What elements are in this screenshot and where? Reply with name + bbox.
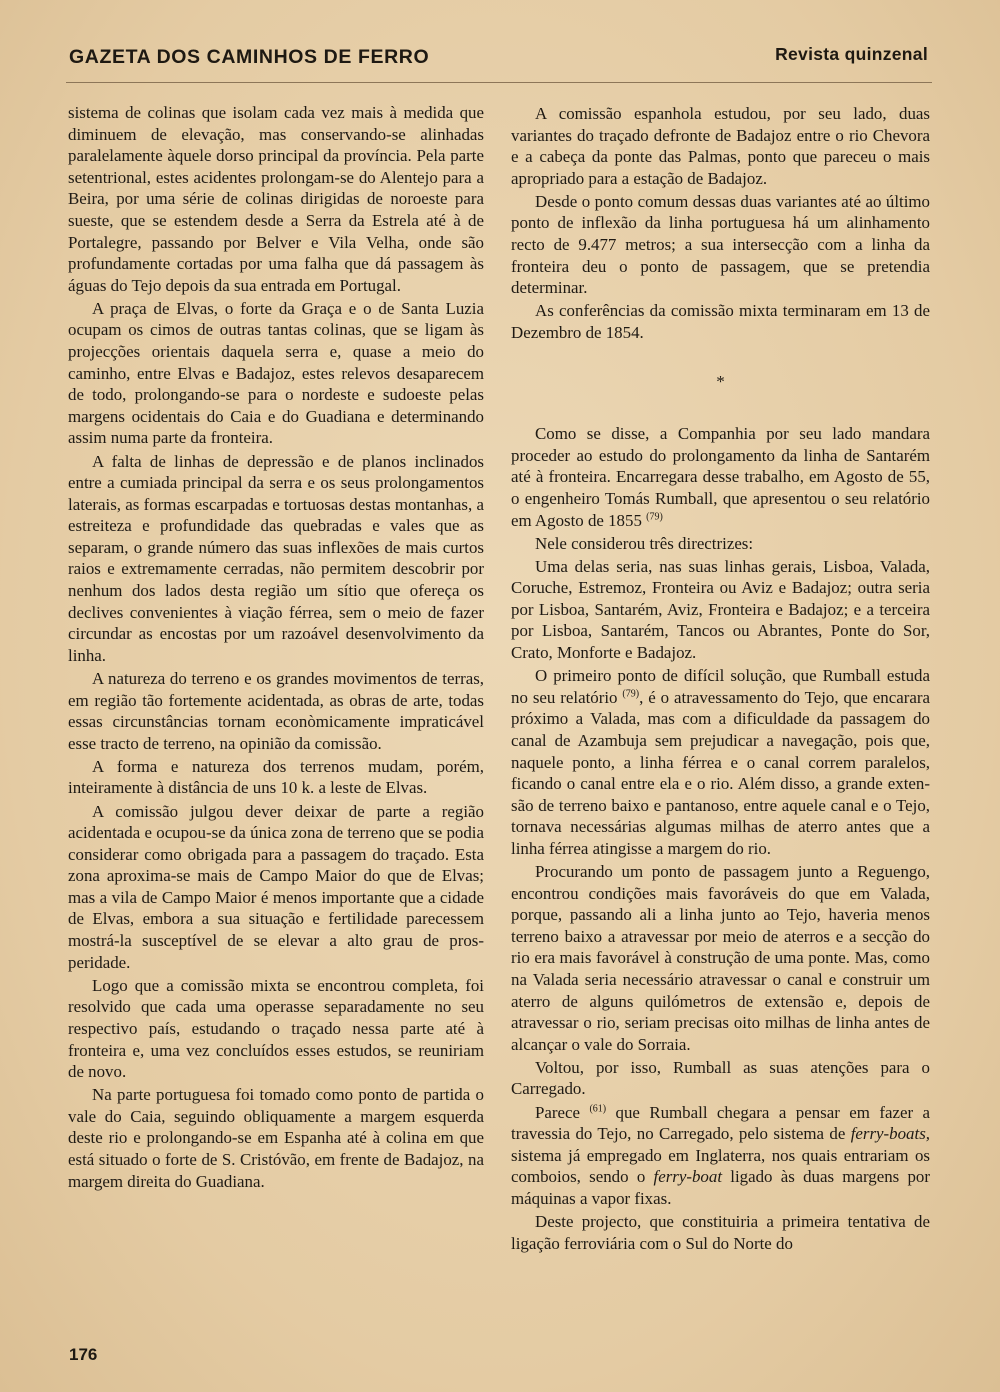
paragraph: Uma delas seria, nas suas linhas gerais, Lisboa, Valada, Coruche, Estremoz, Fronteira ou Aviz e Badajoz; outra seria por Lisboa, Santarém, Aviz, Fronteira e Badajoz; e a terceira por Lisboa, Santarém, Tancos ou Abrantes, Ponte do Sor, Crato, Monforte e Badajoz. [511, 556, 930, 663]
header-rule [66, 82, 932, 83]
paragraph: As conferências da comissão mixta terminaram em 13 de Dezembro de 1854. [511, 301, 930, 342]
paragraph-text: ligado às duas margens por máquinas a vapor fixas. [511, 1167, 930, 1208]
footnote-ref: (61) [589, 1102, 607, 1114]
paragraph: Na parte portuguesa foi tomado como ponto de partida o vale do Caia, seguindo obliquamente a margem esquerda deste rio e prolongando-se em Espanha até à colina em que está situado o forte de S. Cristóvão, em frente de Badajoz, na margem direita do Guadiana. [68, 1085, 484, 1191]
paragraph: Deste projecto, que constituiria a primeira tentativa de ligação ferroviária com o Sul do Norte do [511, 1212, 930, 1253]
paragraph: A comissão julgou dever deixar de parte a região acidentada e ocupou-se da única zona de terreno que se podia considerar como obrigada para a passagem do traçado. Esta zona aproxima-se mais de Campo Maior do que de Elvas; mas a vila de Campo Maior é menos importante que a cidade de Elvas, embora a sua situação e fertilidade parecessem mostrá-la susceptível de se elevar a alto grau de prosperidade. [68, 801, 484, 972]
journal-title: GAZETA DOS CAMINHOS DE FERRO [69, 46, 430, 68]
page-number: 176 [69, 1345, 98, 1364]
paragraph: Logo que a comissão mixta se encontrou completa, foi resolvido que cada uma operasse separadamente no seu respectivo país, estudando o traçado nessa parte até à fronteira e, uma vez concluídos esses estudos, se reuniriam de novo. [68, 975, 484, 1082]
footnote-ref: (79) [646, 510, 663, 522]
paragraph-text: Parece [535, 1102, 581, 1122]
paragraph-text: O primeiro ponto de difícil solução, que Rumball estuda no seu relatório [511, 666, 930, 707]
paragraph-text: , é o atravessamento do Tejo, que encarara próximo a Valada, mas com a dificuldade da passagem do canal de Azambuja sem prejudicar a navegação, pois que, naquele ponto, a linha férrea e o canal correm paralelos, ficando o canal entre ela e o rio. Além disso, a grande extensão de terreno baixo e pantanoso, entre aquele canal e o Tejo, tornava necessárias algumas milhas de aterro antes que a linha férrea atingisse a margem do rio. [511, 687, 930, 858]
paragraph: A praça de Elvas, o forte da Graça e o de Santa Luzia ocupam os cimos de outras tantas colinas, que se ligam às projecções orientais daquela serra e, quase a meio do caminho, entre Elvas e Badajoz, estes relevos desaparecem de todo, prolongando-se para o nordeste e sudoeste pelas margens ocidentais do Caia e do Guadiana e determinando assim numa parte da fronteira. [68, 298, 484, 448]
paragraph: Procurando um ponto de passagem junto a Reguengo, encontrou condições mais favoráveis do que em Valada, porque, passando ali a linha junto ao Tejo, haveria menos terreno baixo a atravessar por meio de aterros e a secção do rio era mais favorável à construção de uma ponte. Mas, como na Valada seria necessário atravessar o canal e construir um aterro de alguns quilómetros de extensão e, depois de atravessar o rio, seriam precisas oito milhas de linha antes de alcançar o vale do Sorraia. [511, 862, 930, 1054]
paragraph: A falta de linhas de depressão e de planos inclinados entre a cumiada principal da serra e os seus prolongamentos laterais, as formas escarpadas e tortuosas destas montanhas, a estreiteza e profundidade das quebradas e vales que as separam, o grande número das suas inflexões de mais curtos raios e extremamente cerradas, não permitem descobrir por nenhum dos lados desta região um sítio que ofereça os declives convenientes à viação férrea, sem o meio de fazer circundar as encostas por um razoável desenvolvimento da linha. [68, 451, 484, 665]
paragraph-text: sistema já empregado em Inglaterra, nos quais entrariam os comboios, sendo o [511, 1145, 930, 1187]
italic-term: ferry-boat [653, 1167, 723, 1187]
paragraph: Nele considerou três directrizes: [535, 533, 754, 553]
paragraph: A comissão espanhola estudou, por seu lado, duas variantes do traçado defronte de Badajoz entre o rio Chevora e a cabeça da ponte das Palmas, ponto que pareceu o mais apropriado para a estação de Badajoz. [511, 104, 930, 188]
footnote-ref: (79) [622, 688, 640, 700]
paragraph-text: que Rumball chegara a pensar em fazer a travessia do Tejo, no Carregado, pelo sistema de [511, 1102, 930, 1144]
paragraph [511, 665, 930, 859]
periodicity-label: Revista quinzenal [775, 44, 928, 64]
paragraph: A forma e natureza dos terrenos mudam, porém, inteiramente à distância de uns 10 k. a leste de Elvas. [68, 756, 484, 798]
paragraph-text: Como se disse, a Companhia por seu lado mandara proceder ao estudo do prolongamento da linha de Santarém até à fronteira. Encarregara desse trabalho, em Agosto de 55, o engenheiro Tomás Rumball, que apresentou o seu relatório em Agosto de 1855 [511, 424, 930, 530]
paragraph: A natureza do terreno e os grandes movimentos de terras, em região tão fortemente acidentada, as obras de arte, todas essas circunstâncias tornam econòmicamente impraticável esse tracto de terreno, na opinião da comissão. [68, 668, 484, 753]
right-column [511, 103, 930, 1256]
paragraph [511, 1102, 930, 1210]
italic-term: ferry-boats, [850, 1124, 930, 1144]
section-separator: * [716, 371, 725, 391]
left-column [68, 102, 484, 1194]
paragraph: Voltou, por isso, Rumball as suas atenções para o Carregado. [511, 1057, 930, 1099]
paragraph [511, 423, 930, 531]
paragraph: Desde o ponto comum dessas duas variantes até ao último ponto de inflexão da linha portuguesa há um alinhamento recto de 9.477 metros; a sua intersecção com a linha da fronteira deu o ponto de passagem, que se pretendia determinar. [511, 191, 930, 298]
paragraph: sistema de colinas que isolam cada vez mais à medida que diminuem de elevação, mas conservando-se alinhadas paralelamente àquele dorso principal da província. Pela parte setentrional, estes acidentes prolongam-se do Alentejo para a Beira, por uma série de colinas dirigidas de noroeste para sueste, que se estendem desde a Serra da Estrela até à de Portalegre, passando por Belver e Vila Velha, onde são profundamente cortadas por uma falha que dá passagem às águas do Tejo depois da sua entrada em Portugal. [68, 103, 484, 295]
